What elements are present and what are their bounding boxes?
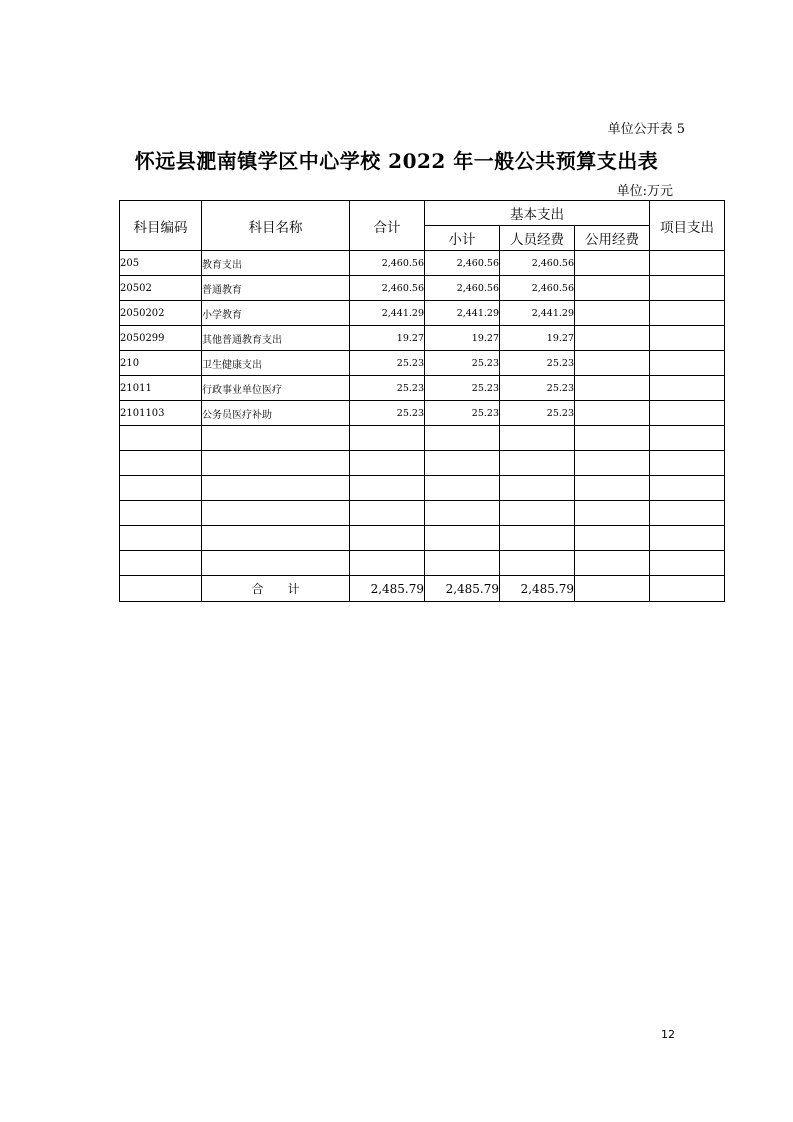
cell-name xyxy=(202,426,350,451)
cell-code: 2050299 xyxy=(120,326,202,351)
cell-project xyxy=(650,526,725,551)
cell-project xyxy=(650,426,725,451)
total-code-cell xyxy=(120,576,202,602)
cell-public xyxy=(575,401,650,426)
cell-name xyxy=(202,526,350,551)
budget-table xyxy=(119,200,725,602)
table-row xyxy=(120,376,725,401)
page-number: 12 xyxy=(661,1028,675,1041)
cell-personnel: 19.27 xyxy=(500,326,575,351)
cell-name: 普通教育 xyxy=(202,276,350,301)
cell-subtotal xyxy=(425,451,500,476)
table-row xyxy=(120,301,725,326)
cell-project xyxy=(650,501,725,526)
cell-total xyxy=(350,551,425,576)
total-public xyxy=(575,576,650,602)
cell-subtotal: 2,460.56 xyxy=(425,251,500,276)
cell-total: 2,460.56 xyxy=(350,276,425,301)
cell-subtotal: 19.27 xyxy=(425,326,500,351)
cell-project xyxy=(650,351,725,376)
cell-public xyxy=(575,301,650,326)
cell-public xyxy=(575,326,650,351)
cell-total xyxy=(350,451,425,476)
header-name: 科目名称 xyxy=(202,201,350,251)
cell-subtotal xyxy=(425,426,500,451)
cell-code: 21011 xyxy=(120,376,202,401)
total-project xyxy=(650,576,725,602)
cell-total xyxy=(350,526,425,551)
cell-name xyxy=(202,501,350,526)
cell-name: 教育支出 xyxy=(202,251,350,276)
table-row xyxy=(120,326,725,351)
table-row xyxy=(120,551,725,576)
cell-total xyxy=(350,476,425,501)
cell-public xyxy=(575,501,650,526)
header-project: 项目支出 xyxy=(650,201,725,251)
cell-personnel xyxy=(500,451,575,476)
header-subtotal: 小计 xyxy=(425,226,500,251)
cell-name: 小学教育 xyxy=(202,301,350,326)
cell-code xyxy=(120,501,202,526)
table-row xyxy=(120,526,725,551)
table-row xyxy=(120,476,725,501)
cell-code xyxy=(120,526,202,551)
cell-total: 2,460.56 xyxy=(350,251,425,276)
cell-public xyxy=(575,351,650,376)
cell-public xyxy=(575,276,650,301)
unit-label: 单位:万元 xyxy=(616,184,673,199)
cell-project xyxy=(650,251,725,276)
header-code: 科目编码 xyxy=(120,201,202,251)
cell-total: 25.23 xyxy=(350,351,425,376)
cell-project xyxy=(650,451,725,476)
cell-subtotal: 25.23 xyxy=(425,401,500,426)
cell-personnel: 2,441.29 xyxy=(500,301,575,326)
cell-personnel: 25.23 xyxy=(500,401,575,426)
table-row xyxy=(120,251,725,276)
cell-code xyxy=(120,451,202,476)
cell-project xyxy=(650,476,725,501)
cell-name: 行政事业单位医疗 xyxy=(202,376,350,401)
cell-personnel: 2,460.56 xyxy=(500,251,575,276)
cell-public xyxy=(575,476,650,501)
cell-total: 2,441.29 xyxy=(350,301,425,326)
cell-personnel xyxy=(500,501,575,526)
cell-public xyxy=(575,451,650,476)
header-basic: 基本支出 xyxy=(425,201,650,226)
cell-project xyxy=(650,401,725,426)
cell-personnel xyxy=(500,476,575,501)
cell-public xyxy=(575,251,650,276)
cell-subtotal: 25.23 xyxy=(425,376,500,401)
cell-subtotal xyxy=(425,551,500,576)
cell-personnel: 25.23 xyxy=(500,376,575,401)
table-id: 单位公开表 5 xyxy=(607,122,685,137)
cell-code xyxy=(120,551,202,576)
cell-subtotal xyxy=(425,526,500,551)
cell-code: 2050202 xyxy=(120,301,202,326)
table-row xyxy=(120,276,725,301)
cell-personnel: 25.23 xyxy=(500,351,575,376)
cell-total: 25.23 xyxy=(350,376,425,401)
cell-name: 卫生健康支出 xyxy=(202,351,350,376)
table-row xyxy=(120,451,725,476)
cell-name: 公务员医疗补助 xyxy=(202,401,350,426)
cell-total: 19.27 xyxy=(350,326,425,351)
table-body xyxy=(120,251,725,576)
cell-code xyxy=(120,476,202,501)
cell-public xyxy=(575,376,650,401)
total-total: 2,485.79 xyxy=(350,576,425,602)
cell-subtotal: 2,441.29 xyxy=(425,301,500,326)
cell-code xyxy=(120,426,202,451)
cell-code: 210 xyxy=(120,351,202,376)
table-row xyxy=(120,501,725,526)
cell-public xyxy=(575,551,650,576)
table-row xyxy=(120,426,725,451)
cell-project xyxy=(650,551,725,576)
cell-name xyxy=(202,476,350,501)
table-row xyxy=(120,401,725,426)
cell-personnel xyxy=(500,526,575,551)
cell-code: 205 xyxy=(120,251,202,276)
total-personnel: 2,485.79 xyxy=(500,576,575,602)
cell-public xyxy=(575,526,650,551)
table-row xyxy=(120,351,725,376)
total-row xyxy=(120,576,725,602)
total-subtotal: 2,485.79 xyxy=(425,576,500,602)
cell-subtotal xyxy=(425,501,500,526)
page-title: 怀远县淝南镇学区中心学校 2022 年一般公共预算支出表 xyxy=(134,149,659,173)
header-public: 公用经费 xyxy=(575,226,650,251)
cell-personnel xyxy=(500,551,575,576)
cell-name xyxy=(202,451,350,476)
cell-subtotal: 25.23 xyxy=(425,351,500,376)
cell-personnel xyxy=(500,426,575,451)
cell-project xyxy=(650,376,725,401)
cell-code: 2101103 xyxy=(120,401,202,426)
cell-name xyxy=(202,551,350,576)
cell-subtotal: 2,460.56 xyxy=(425,276,500,301)
cell-code: 20502 xyxy=(120,276,202,301)
cell-project xyxy=(650,276,725,301)
cell-project xyxy=(650,326,725,351)
header-total: 合计 xyxy=(350,201,425,251)
cell-personnel: 2,460.56 xyxy=(500,276,575,301)
cell-total xyxy=(350,501,425,526)
cell-public xyxy=(575,426,650,451)
cell-project xyxy=(650,301,725,326)
cell-subtotal xyxy=(425,476,500,501)
header-personnel: 人员经费 xyxy=(500,226,575,251)
total-label: 合 计 xyxy=(202,576,350,602)
cell-total: 25.23 xyxy=(350,401,425,426)
cell-name: 其他普通教育支出 xyxy=(202,326,350,351)
cell-total xyxy=(350,426,425,451)
